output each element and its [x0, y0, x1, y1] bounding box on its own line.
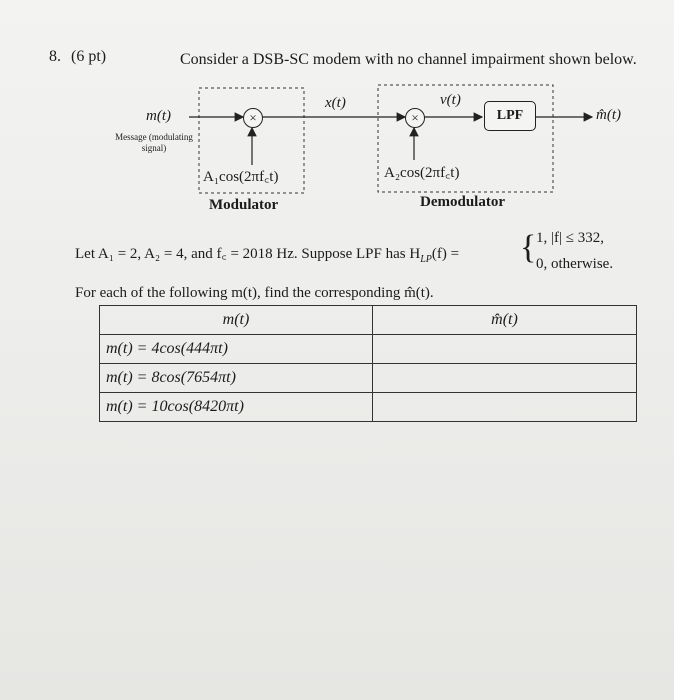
given-line — [75, 243, 459, 265]
row-3-mhat[interactable] — [373, 393, 637, 422]
table-row — [100, 335, 637, 364]
v-signal-label: v(t) — [440, 92, 461, 108]
given-sub: LP — [420, 254, 432, 265]
question-heading: Consider a DSB-SC modem with no channel impairment shown below. — [180, 51, 637, 68]
given-func: (f) = — [431, 246, 460, 262]
carrier2-label: A₂cos(2πf꜀t) — [384, 165, 460, 181]
header-m: m(t) — [100, 306, 373, 335]
row-1-mhat[interactable] — [373, 335, 637, 364]
question-points: (6 pt) — [71, 48, 107, 65]
multiplier-1 — [243, 108, 263, 128]
answer-table — [99, 305, 637, 422]
row-2-m: m(t) = 8cos(7654πt) — [100, 364, 373, 393]
multiplier-2-symbol: × — [411, 110, 419, 125]
input-label: m(t) — [146, 108, 171, 124]
demodulator-label: Demodulator — [420, 194, 505, 210]
given-text: Let A₁ = 2, A₂ = 4, and f꜀ = 2018 Hz. Suppose LPF has H — [75, 246, 421, 262]
multiplier-1-symbol: × — [249, 110, 257, 125]
row-1-m: m(t) = 4cos(444πt) — [100, 335, 373, 364]
carrier1-label: A₁cos(2πf꜀t) — [203, 169, 279, 185]
x-signal-label: x(t) — [325, 95, 346, 111]
lpf-block — [484, 101, 536, 131]
diagram-lines — [0, 0, 674, 230]
multiplier-2 — [405, 108, 425, 128]
output-label: m̂(t) — [596, 107, 621, 123]
row-3-m: m(t) = 10cos(8420πt) — [100, 393, 373, 422]
instruction-text: For each of the following m(t), find the corresponding m̂(t). — [75, 285, 434, 301]
table-row — [100, 364, 637, 393]
modulator-label: Modulator — [209, 197, 279, 213]
case-one: 1, |f| ≤ 332, — [536, 230, 604, 246]
table-header-row — [100, 306, 637, 335]
lpf-label: LPF — [496, 108, 524, 123]
table-row — [100, 393, 637, 422]
input-caption: Message (modulating signal) — [115, 132, 193, 153]
question-number-label: 8. — [49, 48, 61, 65]
row-2-mhat[interactable] — [373, 364, 637, 393]
brace-icon: { — [520, 229, 537, 266]
header-mhat: m̂(t) — [373, 306, 637, 335]
case-two: 0, otherwise. — [536, 256, 614, 272]
